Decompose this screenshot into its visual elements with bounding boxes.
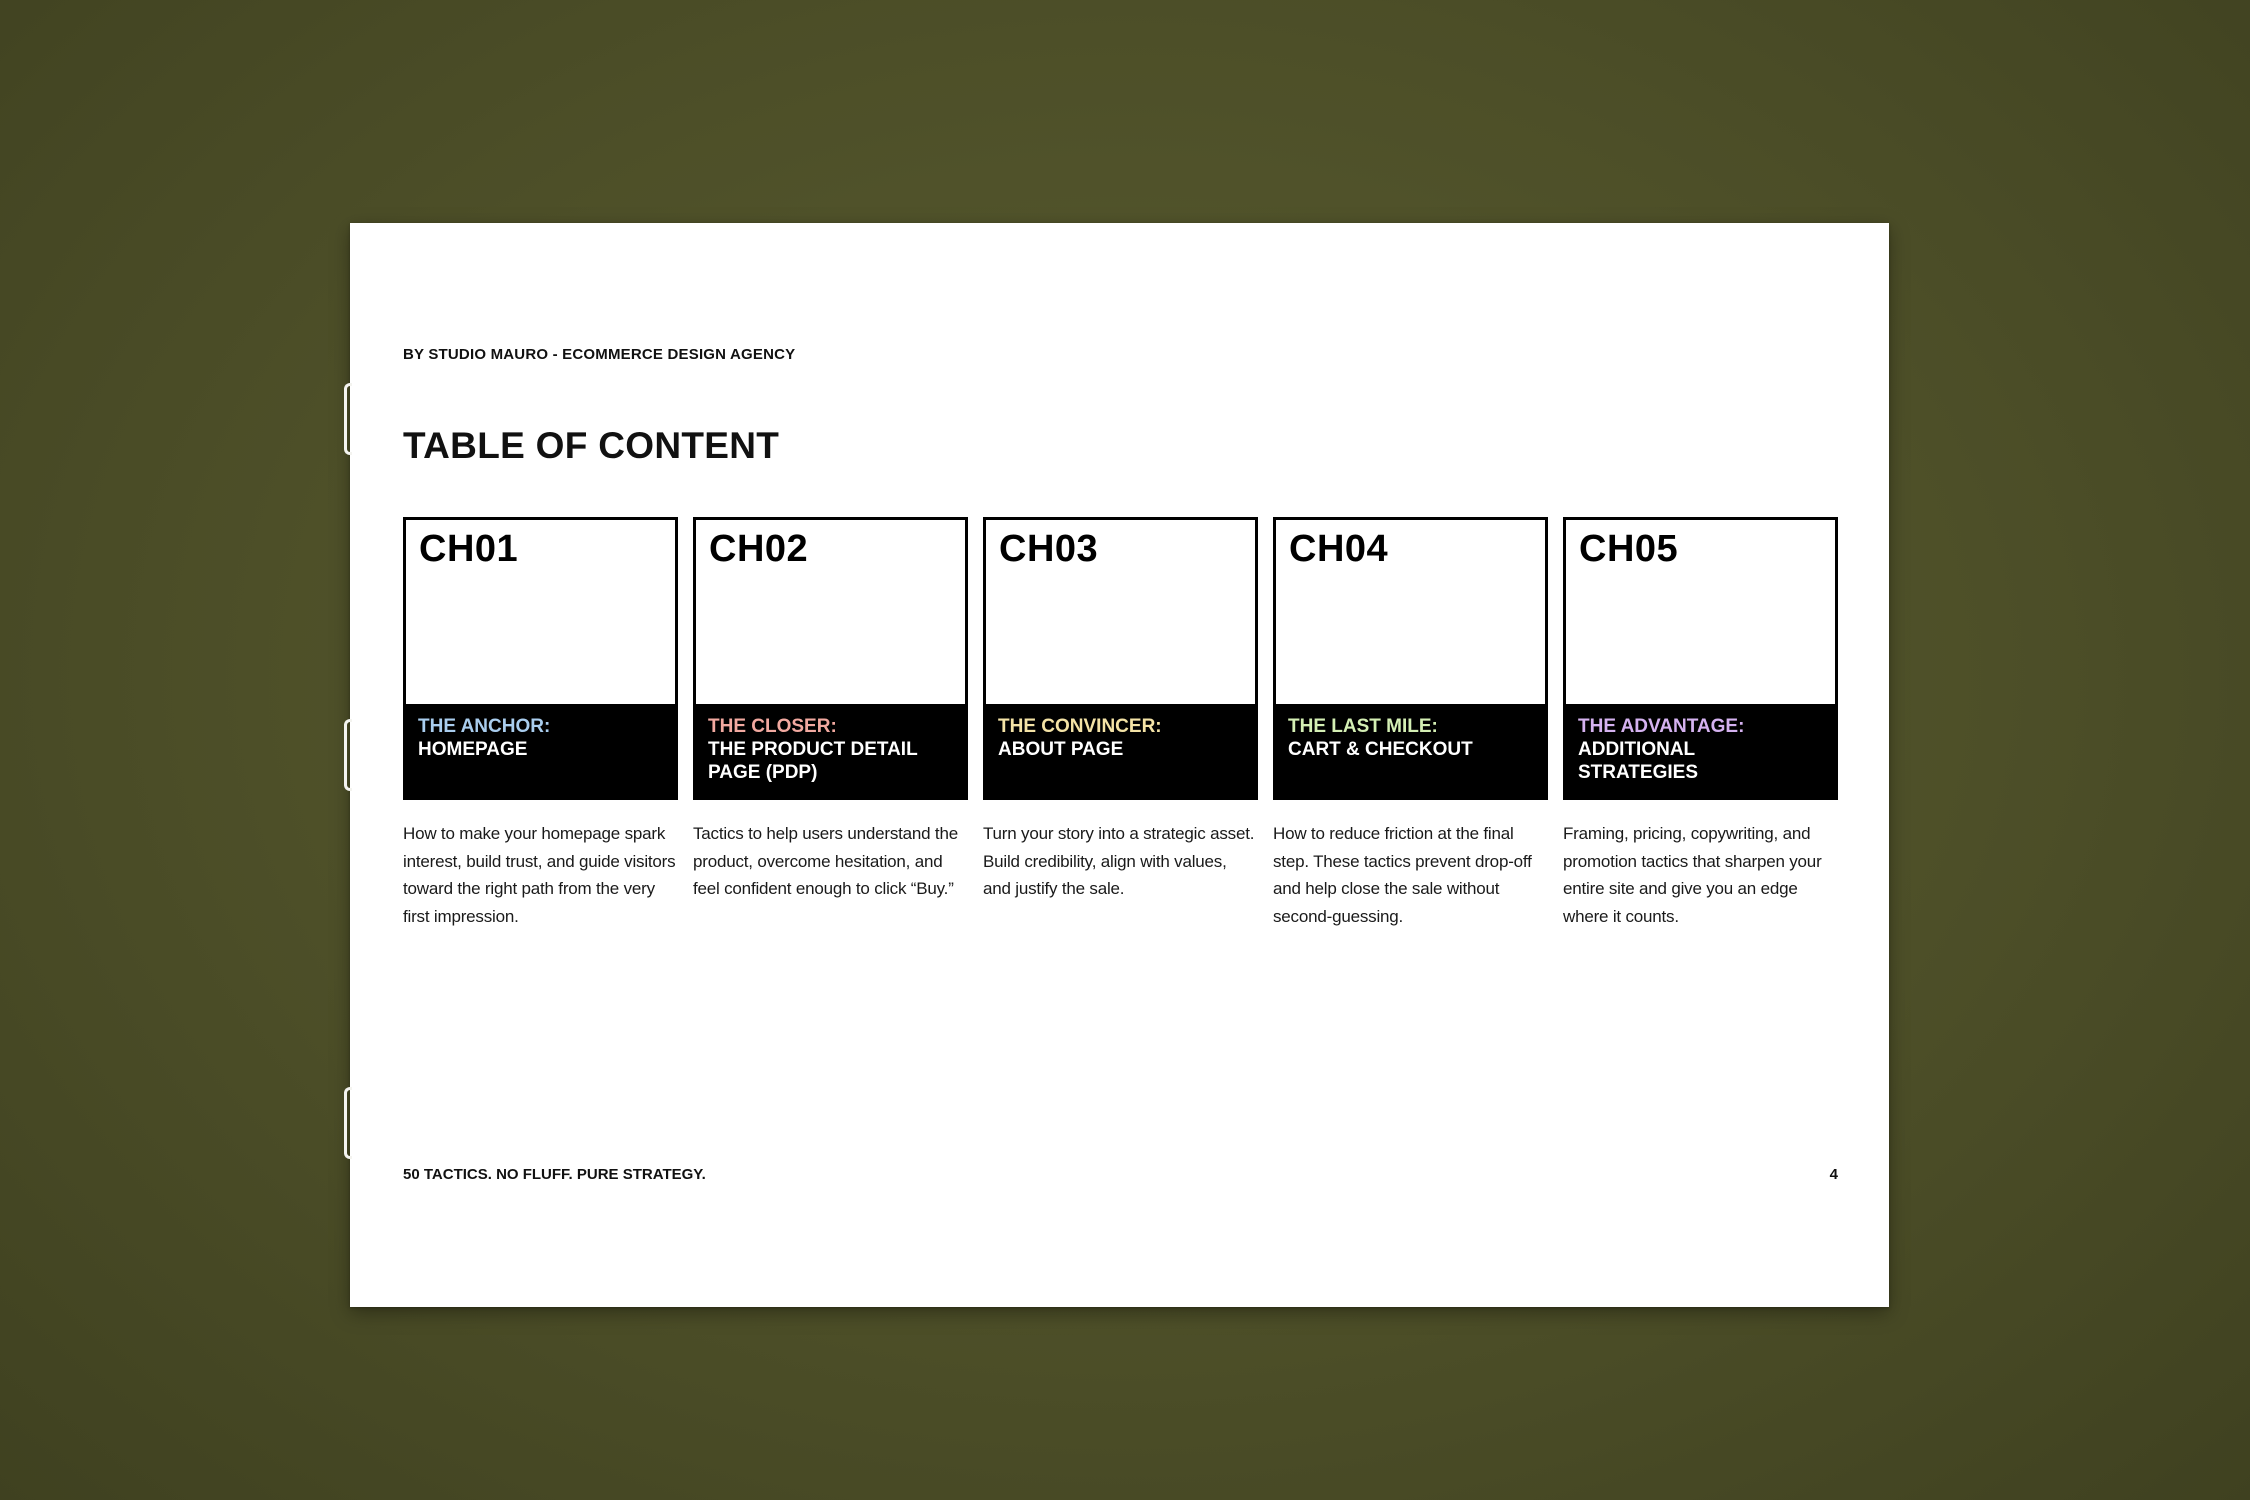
chapter-card bbox=[983, 517, 1258, 800]
page-title: TABLE OF CONTENT bbox=[403, 425, 780, 466]
chapter-card bbox=[403, 517, 678, 800]
page-number: 4 bbox=[1829, 1166, 1838, 1183]
chapter-title: ABOUT PAGE bbox=[998, 739, 1124, 760]
chapter-card-top bbox=[406, 520, 675, 704]
chapter-band bbox=[1566, 704, 1835, 797]
chapter-band bbox=[1276, 704, 1545, 797]
chapter-card-top bbox=[1566, 520, 1835, 704]
chapter-code: CH02 bbox=[709, 528, 809, 570]
chapter-list bbox=[403, 517, 1891, 930]
chapter-band bbox=[406, 704, 675, 797]
chapter-title: HOMEPAGE bbox=[418, 739, 528, 760]
document-page bbox=[350, 223, 1889, 1307]
chapter-tag: THE ANCHOR: bbox=[418, 716, 551, 737]
chapter-description: How to make your homepage spark interest, build trust, and guide visitors toward the right path from the very first impression. bbox=[403, 824, 676, 926]
chapter-card-top bbox=[1276, 520, 1545, 704]
chapter-ch02[interactable] bbox=[693, 517, 968, 930]
chapter-ch01[interactable] bbox=[403, 517, 678, 930]
chapter-title: THE PRODUCT DETAIL PAGE (PDP) bbox=[708, 739, 918, 783]
staple bbox=[344, 383, 352, 455]
chapter-card bbox=[1563, 517, 1838, 800]
chapter-tag: THE CONVINCER: bbox=[998, 716, 1162, 737]
byline: BY STUDIO MAURO - ECOMMERCE DESIGN AGENCY bbox=[403, 346, 796, 363]
chapter-description: Framing, pricing, copywriting, and promotion tactics that sharpen your entire site and give you an edge where it counts. bbox=[1563, 824, 1822, 926]
footer-tagline: 50 TACTICS. NO FLUFF. PURE STRATEGY. bbox=[403, 1166, 706, 1183]
chapter-title: ADDITIONAL STRATEGIES bbox=[1578, 739, 1698, 783]
staple bbox=[344, 1087, 352, 1159]
chapter-code: CH03 bbox=[999, 528, 1099, 570]
chapter-card-top bbox=[986, 520, 1255, 704]
chapter-code: CH05 bbox=[1579, 528, 1679, 570]
chapter-band bbox=[986, 704, 1255, 797]
chapter-tag: THE ADVANTAGE: bbox=[1578, 716, 1745, 737]
chapter-code: CH04 bbox=[1289, 528, 1389, 570]
chapter-card bbox=[1273, 517, 1548, 800]
chapter-description: How to reduce friction at the final step. These tactics prevent drop-off and help close the sale without second-guessing. bbox=[1273, 824, 1532, 926]
chapter-description: Turn your story into a strategic asset. Build credibility, align with values, and justify the sale. bbox=[983, 824, 1255, 898]
chapter-ch04[interactable] bbox=[1273, 517, 1548, 930]
chapter-tag: THE CLOSER: bbox=[708, 716, 837, 737]
chapter-tag: THE LAST MILE: bbox=[1288, 716, 1438, 737]
chapter-description: Tactics to help users understand the product, overcome hesitation, and feel confident enough to click “Buy.” bbox=[693, 824, 958, 898]
chapter-band bbox=[696, 704, 965, 797]
chapter-card-top bbox=[696, 520, 965, 704]
chapter-ch03[interactable] bbox=[983, 517, 1258, 930]
chapter-code: CH01 bbox=[419, 528, 519, 570]
chapter-ch05[interactable] bbox=[1563, 517, 1838, 930]
chapter-title: CART & CHECKOUT bbox=[1288, 739, 1473, 760]
chapter-card bbox=[693, 517, 968, 800]
staple bbox=[344, 719, 352, 791]
